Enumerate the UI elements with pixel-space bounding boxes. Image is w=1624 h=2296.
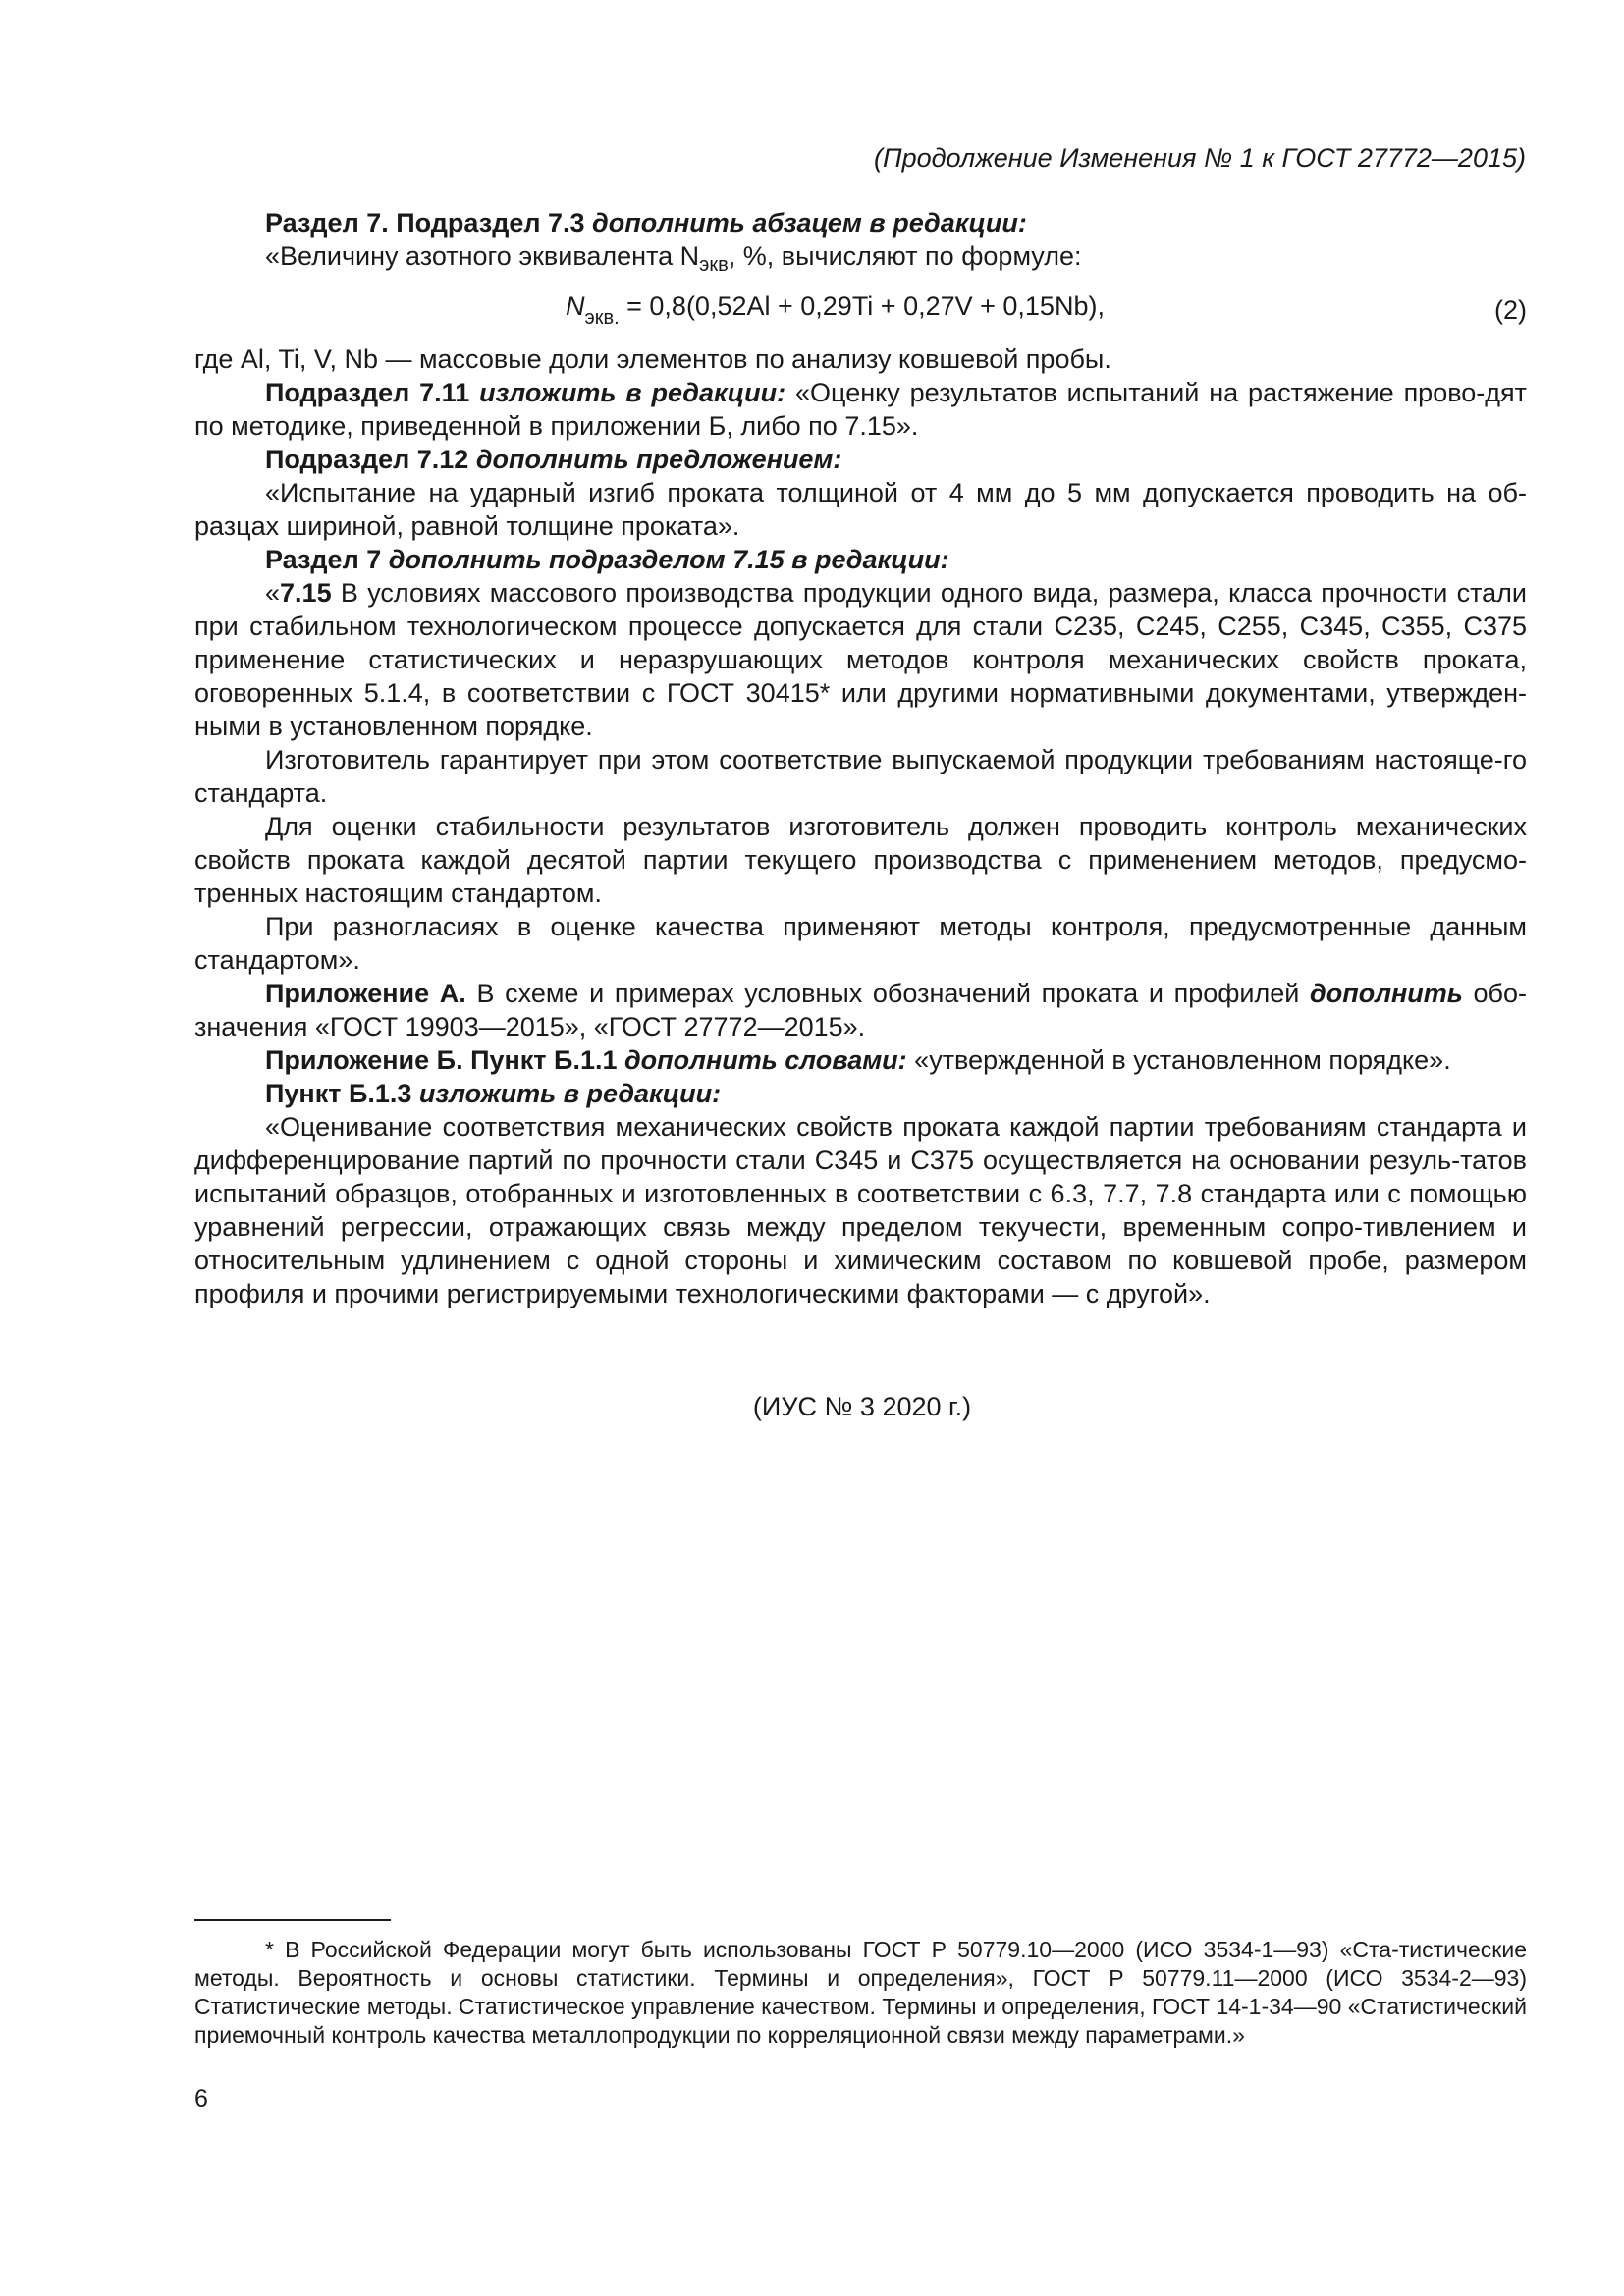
paragraph-appendix-a bbox=[194, 977, 1527, 1043]
instruction: изложить в редакции: bbox=[479, 378, 786, 407]
bold-label: Раздел 7. Подраздел 7.3 bbox=[265, 208, 593, 238]
running-header: (Продолжение Изменения № 1 к ГОСТ 27772—2015) bbox=[874, 143, 1526, 173]
text: «утвержденной в установленном порядке». bbox=[906, 1045, 1451, 1075]
paragraph-b-1-3 bbox=[194, 1077, 1527, 1110]
formula-number: (2) bbox=[1494, 295, 1527, 325]
paragraph-formula-intro bbox=[194, 240, 1527, 282]
paragraph-manufacturer: Изготовитель гарантирует при этом соответствие выпускаемой продукции требованиям настояще-го стандарта. bbox=[194, 745, 1527, 808]
text: В схеме и примерах условных обозначений проката и профилей bbox=[465, 979, 1311, 1008]
instruction: дополнить словами: bbox=[623, 1045, 907, 1075]
text: , %, вычисляют по формуле: bbox=[728, 241, 1082, 271]
bold-label: Подраздел 7.12 bbox=[265, 445, 476, 474]
instruction: дополнить абзацем в редакции: bbox=[592, 208, 1027, 238]
ius-reference: (ИУС № 3 2020 г.) bbox=[752, 1392, 972, 1421]
instruction: изложить в редакции: bbox=[418, 1079, 722, 1108]
paragraph-section7-3 bbox=[194, 206, 1527, 240]
footnote-text: * В Российской Федерации могут быть использованы ГОСТ Р 50779.10—2000 (ИСО 3534-1—93) «Ста-тистические методы. Вероятность и основы статистики. Термины и определения», ГОСТ Р 50779.11—2000 (ИСО 3534-2—93) Статистические методы. Статистическое управление качеством. Термины и определения, ГОСТ 14-1-34—90 «Статистический приемочный контроль качества металлопродукции по корреляционной связи между параметрами.» bbox=[194, 1937, 1527, 2048]
bold-label: Приложение Б. Пункт Б.1.1 bbox=[265, 1045, 624, 1075]
text: В условиях массового производства продукции одного вида, размера, класса прочности стали при стабильном технологическом процессе допускается для стали С235, С245, С255, С345, С355, С375 применение статистических и неразрушающих методов контроля механических свойств проката, оговоренных 5.1.4, в соответствии с ГОСТ 30415* или другими нормативными документами, утвержден-ными в установленном порядке. bbox=[194, 578, 1527, 741]
paragraph-7-11 bbox=[194, 376, 1527, 443]
paragraph-stability: Для оценки стабильности результатов изготовитель должен проводить контроль механических свойств проката каждой десятой партии текущего производства с применением методов, предусмо-тренных настоящим стандартом. bbox=[194, 812, 1527, 908]
paragraph-7-12 bbox=[194, 443, 1527, 476]
formula-variable: N bbox=[566, 292, 585, 321]
paragraph-appendix-b-1-1 bbox=[194, 1043, 1527, 1077]
page-number: 6 bbox=[194, 2085, 208, 2112]
footnote bbox=[194, 1936, 1527, 2050]
formula bbox=[194, 288, 1527, 337]
text: обо-значения «ГОСТ 19903—2015», «ГОСТ 27772—2015». bbox=[194, 979, 1527, 1041]
paragraph-where: где Al, Ti, V, Nb — массовые доли элементов по анализу ковшевой пробы. bbox=[194, 345, 1111, 374]
paragraph-section7-15 bbox=[194, 543, 1527, 576]
paragraph-impact-test: «Испытание на ударный изгиб проката толщиной от 4 мм до 5 мм допускается проводить на об-разцах шириной, равной толщине проката». bbox=[194, 478, 1527, 541]
formula-subscript: экв. bbox=[584, 307, 620, 329]
document-body bbox=[194, 206, 1527, 1310]
bold-label: Приложение А. bbox=[265, 979, 466, 1008]
bold-label: Раздел 7 bbox=[265, 545, 389, 574]
paragraph-b-1-3-text: «Оценивание соответствия механических свойств проката каждой партии требованиям стандарта и дифференцирование партий по прочности стали С345 и С375 осуществляется на основании резуль-татов испытаний образцов, отобранных и изготовленных в соответствии с 6.3, 7.7, 7.8 стандарта или с помощью уравнений регрессии, отражающих связь между пределом текучести, временным сопро-тивлением и относительным удлинением с одной стороны и химическим составом по ковшевой пробе, размером профиля и прочими регистрируемыми технологическими факторами — с другой». bbox=[194, 1112, 1527, 1308]
text: «Величину азотного эквивалента N bbox=[265, 241, 700, 271]
instruction: дополнить bbox=[1310, 979, 1463, 1008]
bold-label: Пункт Б.1.3 bbox=[265, 1079, 419, 1108]
text: «Оценку результатов испытаний на растяжение прово-дят по методике, приведенной в приложении Б, либо по 7.15». bbox=[194, 378, 1528, 441]
paragraph-disagreement: При разногласиях в оценке качества применяют методы контроля, предусмотренные данным стандартом». bbox=[194, 912, 1527, 975]
paragraph-7-15-text bbox=[194, 576, 1527, 743]
bold-label: Подраздел 7.11 bbox=[265, 378, 480, 407]
formula-rhs: = 0,8(0,52Al + 0,29Ti + 0,27V + 0,15Nb), bbox=[619, 292, 1105, 321]
subscript: экв bbox=[699, 254, 729, 276]
bold-label: 7.15 bbox=[280, 578, 332, 608]
instruction: дополнить предложением: bbox=[475, 445, 842, 474]
formula-expression bbox=[566, 290, 1105, 335]
footnote-divider bbox=[194, 1919, 391, 1921]
instruction: дополнить подразделом 7.15 в редакции: bbox=[388, 545, 949, 574]
text: « bbox=[265, 578, 281, 608]
